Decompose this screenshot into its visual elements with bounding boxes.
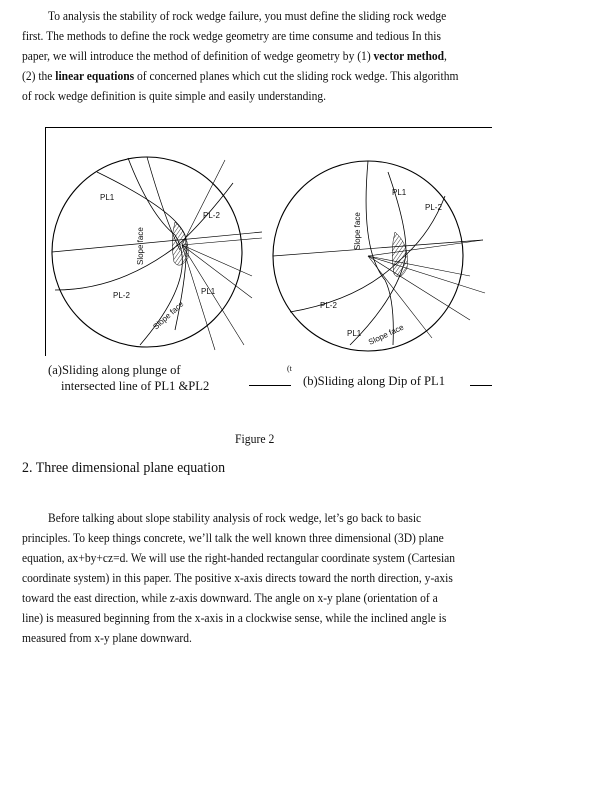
stereonet-b-great-circle-pl2 — [290, 196, 445, 312]
stereonet-a-label-pl1: PL1 — [100, 193, 115, 202]
section-heading: 2. Three dimensional plane equation — [22, 460, 226, 476]
stereonet-a-label-pl2-lower: PL-2 — [113, 291, 130, 300]
caption-rule-b — [470, 385, 492, 386]
stereonet-a-ray — [182, 245, 215, 350]
stereonet-b-label-pl1: PL1 — [392, 188, 407, 197]
stereonet-a-wedge-zone — [172, 222, 188, 265]
stereonet-a-label-slope-face-lower: Slope face — [151, 299, 186, 332]
stereonet-b-label-pl2-lower: PL-2 — [320, 301, 337, 310]
caption-rule-a — [249, 385, 291, 386]
intro-text-2: , (2) the — [22, 49, 447, 83]
stereonet-a-label-pl1-lower: PL1 — [201, 287, 216, 296]
stereonet-a-label-slope-face: Slope face — [136, 227, 145, 265]
figure-label: Figure 2 — [235, 432, 275, 446]
stereonet-b-label-slope-face: Slope face — [353, 212, 362, 250]
stereonet-b-ray — [368, 240, 483, 256]
stereonet-a-ray — [182, 238, 262, 245]
section-body-paragraph: Before talking about slope stability analysis of rock wedge, let’s go back to basic principles. To keep things concrete, we’ll talk the well known three dimensional (3D) plane equation, ax+by+cz=d. We will use the right-handed rectangular coordinate system (Cartesian coordinate system) in this paper. The positive x-axis directs toward the north direction, y-axis toward the east direction, while z-axis downward. The angle on x-y plane (orientation of a line) is measured beginning from the x-axis in a clockwise sense, while the inclined angle is measured from x-y plane downward. — [22, 511, 456, 645]
stereonet-a — [52, 157, 262, 350]
stereonet-b — [273, 161, 485, 351]
stereonet-b-label-pl1-lower: PL1 — [347, 329, 362, 338]
stereonet-b-ray — [368, 256, 470, 276]
caption-mid-mark: (t — [287, 364, 292, 373]
stereonet-a-primitive-circle — [52, 157, 242, 347]
figure-caption-a-line2: intersected line of PL1 &PL2 — [61, 379, 210, 393]
stereonet-a-ray — [182, 160, 225, 245]
intro-text-1: To analysis the stability of rock wedge failure, you must define the sliding rock wedge first. The methods to define the rock wedge geometry are time consume and tedious In this paper, we will introduce the method of definition of wedge geometry by (1) — [22, 9, 447, 63]
figure-caption-a — [48, 362, 248, 394]
figure-caption-a-line1: (a)Sliding along plunge of — [48, 363, 181, 377]
stereonet-b-ray — [368, 256, 485, 293]
stereonet-b-line-1 — [273, 240, 483, 256]
stereonet-a-label-pl2-upper: PL-2 — [203, 211, 220, 220]
intro-bold-vector-method: vector method — [373, 49, 445, 63]
stereonet-a-line-1 — [52, 232, 262, 252]
intro-text-3: of concerned planes which cut the sliding rock wedge. This algorithm of rock wedge definition is quite simple and easily understanding. — [22, 69, 459, 103]
stereonet-b-ray — [368, 256, 470, 320]
stereonet-b-label-pl2: PL-2 — [425, 203, 442, 212]
figure-caption-b: (b)Sliding along Dip of PL1 — [303, 374, 446, 388]
intro-bold-linear-equations: linear equations — [55, 69, 135, 83]
stereonet-b-label-slope-face-lower: Slope face — [367, 322, 406, 347]
